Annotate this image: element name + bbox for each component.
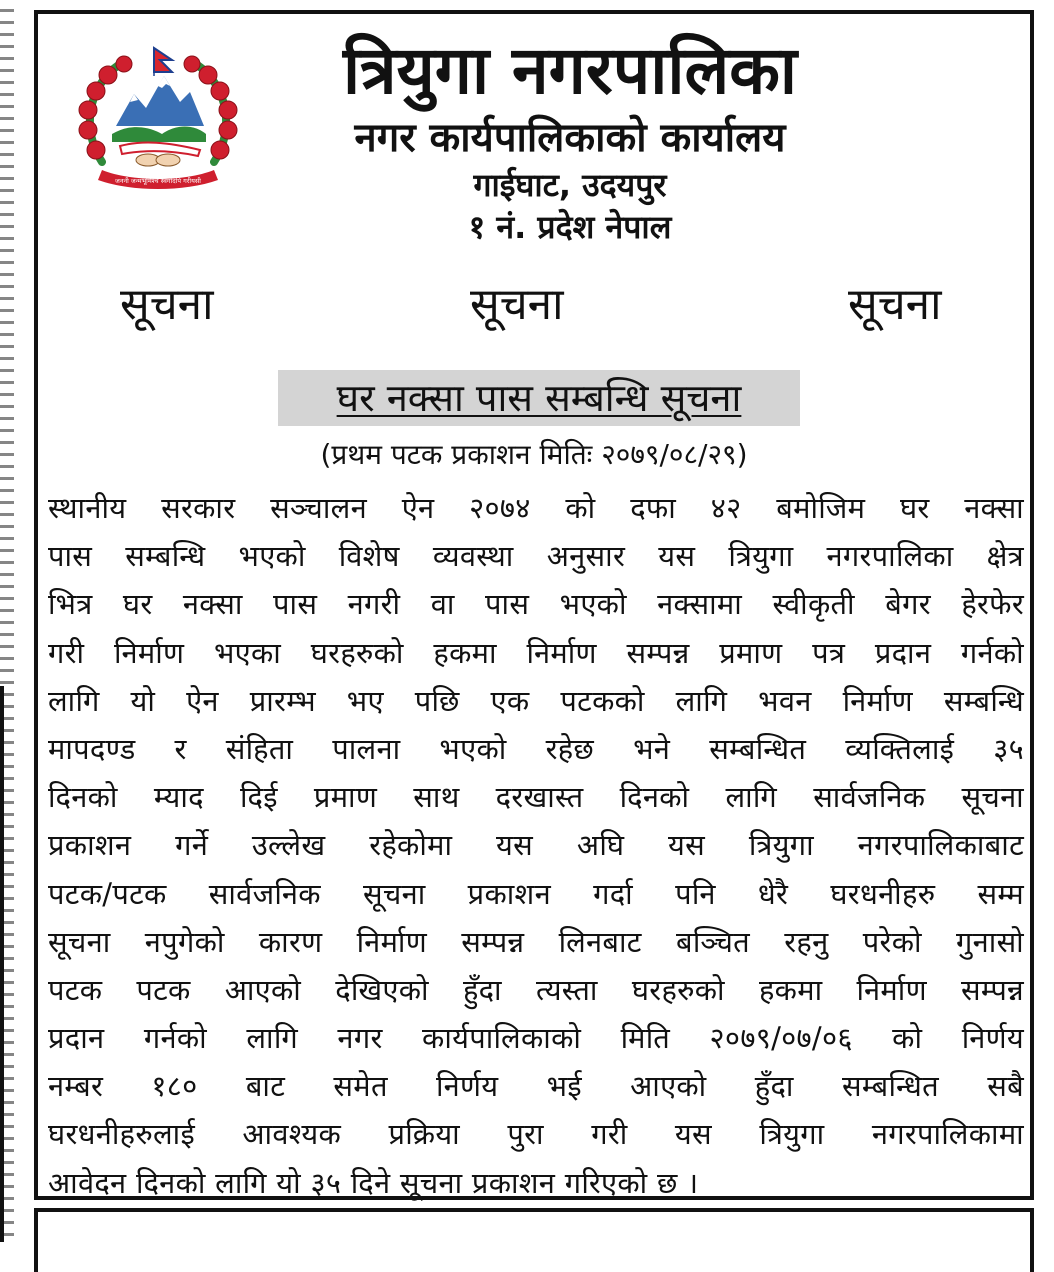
motto-text: जननी जन्मभूमिश्च स्वर्गादपि गरीयसी [115, 177, 201, 185]
body-line: गरी निर्माण भएका घरहरुको हकमा निर्माण सम्पन्न प्रमाण पत्र प्रदान गर्नको [48, 635, 1024, 670]
nepal-flag-icon [154, 48, 172, 76]
body-line: घरधनीहरुलाई आवश्यक प्रक्रिया पुरा गरी यस त्रियुगा नगरपालिकामा [48, 1117, 1024, 1152]
body-line: भित्र घर नक्सा पास नगरी वा पास भएको नक्सामा स्वीकृती बेगर हेरफेर [48, 587, 1024, 622]
nepal-map-outline [120, 143, 200, 156]
notice-word-left: सूचना [120, 279, 214, 330]
body-line: सूचना नपुगेको कारण निर्माण सम्पन्न लिनबाट बञ्चित रहनु परेको गुनासो [48, 924, 1024, 959]
publication-date-line: (प्रथम पटक प्रकाशन मितिः २०७९/०८/२९) [320, 438, 748, 471]
green-hills [112, 127, 206, 143]
nepal-emblem-icon [72, 42, 244, 190]
notice-subject: घर नक्सा पास सम्बन्धि सूचना [336, 376, 742, 420]
body-line: प्रदान गर्नको लागि नगर कार्यपालिकाको मिति २०७९/०७/०६ को निर्णय [48, 1021, 1024, 1056]
office-name: नगर कार्यपालिकाको कार्यालय [354, 115, 786, 161]
notice-body [48, 484, 1024, 1207]
body-line: स्थानीय सरकार सञ्चालन ऐन २०७४ को दफा ४२ बमोजिम घर नक्सा [48, 491, 1024, 525]
page-edge-bar [0, 686, 4, 1242]
office-province: १ नं. प्रदेश नेपाल [468, 208, 672, 246]
next-notice-frame [34, 1208, 1034, 1272]
body-line: पटक पटक आएको देखिएको हुँदा त्यस्ता घरहरुको हकमा निर्माण सम्पन्न [48, 972, 1024, 1007]
body-line: मापदण्ड र संहिता पालना भएको रहेछ भने सम्बन्धित व्यक्तिलाई ३५ [48, 731, 1024, 766]
subject-highlight [278, 370, 800, 426]
body-line: आवेदन दिनको लागि यो ३५ दिने सूचना प्रकाशन गरिएको छ । [48, 1165, 699, 1200]
body-line: पास सम्बन्धि भएको विशेष व्यवस्था अनुसार यस त्रियुगा नगरपालिका क्षेत्र [48, 539, 1024, 574]
body-line: दिनको म्याद दिई प्रमाण साथ दरखास्त दिनको लागि सार्वजनिक सूचना [48, 780, 1024, 815]
handshake [136, 154, 180, 166]
body-line: लागि यो ऐन प्रारम्भ भए पछि एक पटकको लागि भवन निर्माण सम्बन्धि [48, 683, 1024, 718]
body-line: प्रकाशन गर्ने उल्लेख रहेकोमा यस अघि यस त्रियुगा नगरपालिकाबाट [48, 828, 1024, 863]
notice-word-right: सूचना [848, 279, 942, 330]
notice-frame [34, 10, 1034, 1200]
body-line: नम्बर १८० बाट समेत निर्णय भई आएको हुँदा सम्बन्धित सबै [48, 1069, 1024, 1104]
body-line: पटक/पटक सार्वजनिक सूचना प्रकाशन गर्दा पनि धेरै घरधनीहरु सम्म [48, 876, 1024, 911]
municipality-name: त्रियुगा नगरपालिका [342, 32, 798, 109]
notice-word-center: सूचना [470, 279, 564, 330]
office-address: गाईघाट, उदयपुर [473, 166, 667, 204]
